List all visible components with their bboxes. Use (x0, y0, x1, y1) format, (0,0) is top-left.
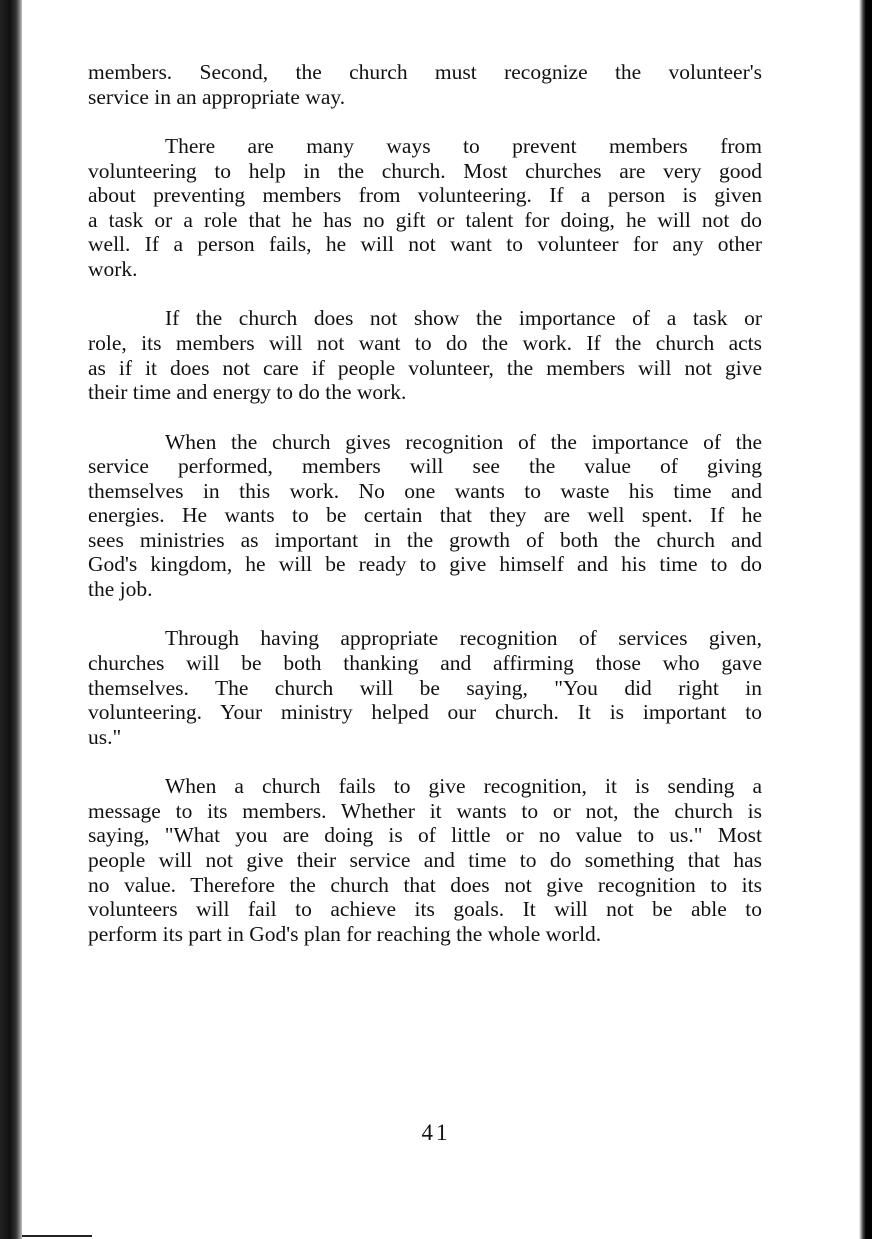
text-line: themselves. The church will be saying, "You did right in (88, 675, 762, 700)
text-line: a task or a role that he has no gift or talent for doing, he will not do (88, 207, 762, 232)
text-line: well. If a person fails, he will not want to volunteer for any other (88, 232, 762, 257)
paragraph (88, 430, 762, 602)
text-line: Through having appropriate recognition of services given, (165, 626, 762, 651)
paragraph (88, 134, 762, 282)
text-line: volunteering to help in the church. Most churches are very good (88, 158, 762, 183)
text-line: as if it does not care if people volunteer, the members will not give (88, 355, 762, 380)
body-text (88, 60, 762, 971)
text-line: volunteers will fail to achieve its goals. It will not be able to (88, 897, 762, 922)
text-line: volunteering. Your ministry helped our church. It is important to (88, 700, 762, 725)
text-line: service in an appropriate way. (88, 84, 346, 109)
text-line: work. (88, 256, 138, 281)
text-line: message to its members. Whether it wants to or not, the church is (88, 798, 762, 823)
paragraph (88, 306, 762, 404)
text-line: role, its members will not want to do the work. If the church acts (88, 330, 762, 355)
text-line: members. Second, the church must recognize the volunteer's (88, 60, 762, 84)
text-line: people will not give their service and time to do something that has (88, 848, 762, 873)
paragraph (88, 774, 762, 946)
text-line: saying, "What you are doing is of little or no value to us." Most (88, 823, 762, 848)
page-number: 41 (421, 1120, 451, 1145)
text-line: When a church fails to give recognition, it is sending a (165, 774, 762, 799)
text-line: God's kingdom, he will be ready to give himself and his time to do (88, 552, 762, 577)
text-line: themselves in this work. No one wants to waste his time and (88, 478, 762, 503)
paragraph (88, 60, 762, 109)
text-line: us." (88, 724, 122, 749)
text-line: perform its part in God's plan for reaching the whole world. (88, 921, 602, 946)
text-line: about preventing members from volunteering. If a person is given (88, 183, 762, 208)
text-line: churches will be both thanking and affirming those who gave (88, 651, 762, 676)
text-line: sees ministries as important in the growth of both the church and (88, 527, 762, 552)
text-line: There are many ways to prevent members from (165, 133, 762, 158)
scan-left-edge (0, 0, 22, 1239)
scan-bottom-mark (22, 1235, 92, 1237)
scan-right-edge (859, 0, 872, 1239)
text-line: If the church does not show the importance of a task or (165, 306, 762, 331)
text-line: their time and energy to do the work. (88, 380, 407, 405)
text-line: When the church gives recognition of the importance of the (165, 429, 762, 454)
text-line: service performed, members will see the value of giving (88, 454, 762, 479)
text-line: the job. (88, 577, 153, 602)
text-line: energies. He wants to be certain that they are well spent. If he (88, 503, 762, 528)
text-line: no value. Therefore the church that does not give recognition to its (88, 872, 762, 897)
paragraph (88, 626, 762, 749)
